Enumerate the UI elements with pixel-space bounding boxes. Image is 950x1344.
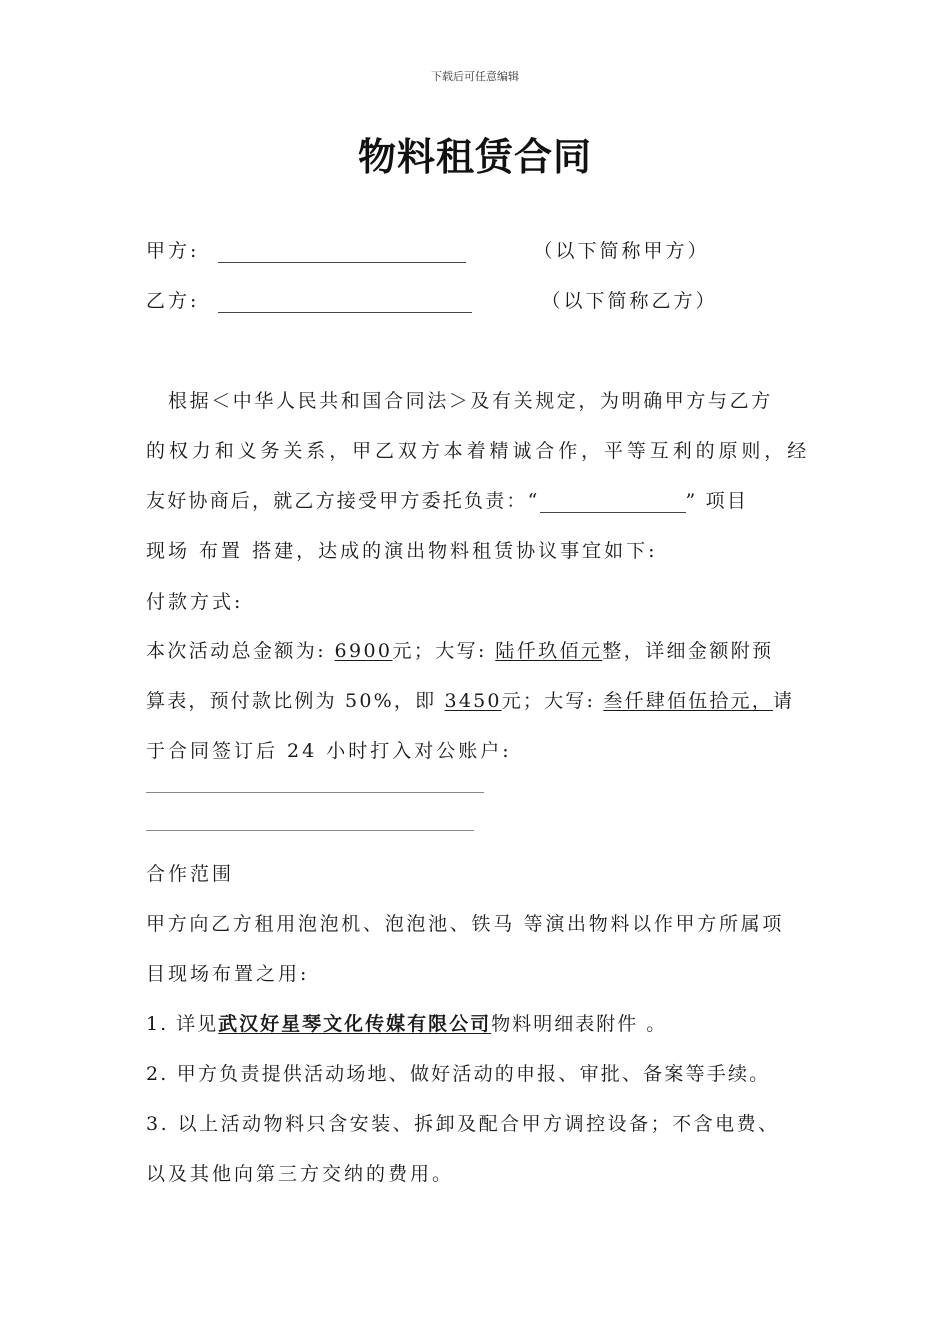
scope-line-1: 甲方向乙方租用泡泡机、泡泡池、铁马 等演出物料以作甲方所属项	[146, 913, 785, 935]
prepay-amount: 3450	[444, 690, 502, 712]
company-name: 武汉好星琴文化传媒有限公司	[218, 1013, 492, 1035]
intro-line-4: 现场 布置 搭建，达成的演出物料租赁协议事宜如下:	[146, 540, 658, 562]
party-b-note: （以下简称乙方）	[541, 290, 718, 312]
scope-item-1	[146, 1009, 667, 1036]
intro-line-3-a: 友好协商后，就乙方接受甲方委托负责：“	[146, 490, 540, 512]
total-amount: 6900	[334, 640, 393, 662]
payment-line-3: 于合同签订后 24 小时打入对公账户:	[146, 740, 512, 762]
payment-heading: 付款方式:	[146, 591, 244, 613]
scope-item-3-line-1: 3. 以上活动物料只含安装、拆卸及配合甲方调控设备；不含电费、	[146, 1113, 780, 1135]
account-blank-2	[146, 830, 474, 831]
scope-item-1-a: 1. 详见	[146, 1013, 219, 1035]
prepay-amount-words: 叁仟肆佰伍拾元，	[603, 690, 773, 712]
payment-line-2-b: 元；大写:	[501, 690, 596, 712]
payment-line-1-a: 本次活动总金额为:	[146, 640, 327, 662]
account-blank-1	[146, 792, 484, 793]
total-amount-words: 陆仟玖佰元	[495, 640, 603, 662]
payment-line-2-a: 算表，预付款比例为 50%，即	[146, 690, 437, 712]
scope-heading: 合作范围	[146, 863, 235, 885]
payment-line-2-c: 请	[772, 690, 795, 712]
party-a-label: 甲方:	[146, 240, 200, 262]
project-blank	[540, 492, 686, 513]
scope-item-3-line-2: 以及其他向第三方交纳的费用。	[146, 1163, 455, 1185]
scope-line-2: 目现场布置之用:	[146, 963, 310, 985]
party-a-note: （以下简称甲方）	[533, 240, 710, 262]
payment-line-1-c: 整，详细金额附预	[602, 640, 774, 662]
party-a-line	[146, 236, 710, 263]
intro-line-3-b: ” 项目	[685, 490, 749, 512]
scope-item-2: 2. 甲方负责提供活动场地、做好活动的申报、审批、备案等手续。	[146, 1063, 771, 1085]
intro-line-3	[146, 486, 748, 513]
intro-line-2: 的权力和义务关系，甲乙双方本着精诚合作，平等互利的原则，经	[146, 440, 811, 462]
party-b-line	[146, 286, 718, 313]
scope-item-1-b: 物料明细表附件 。	[491, 1013, 668, 1035]
party-b-blank	[218, 292, 472, 313]
payment-line-2	[146, 686, 794, 713]
intro-line-1: 根据＜中华人民共和国合同法＞及有关规定，为明确甲方与乙方	[168, 390, 773, 412]
page-title: 物料租赁合同	[357, 135, 592, 179]
party-a-blank	[218, 242, 466, 263]
header-note: 下载后可任意编辑	[431, 70, 519, 83]
payment-line-1-b: 元；大写:	[392, 640, 487, 662]
payment-line-1	[146, 636, 774, 663]
party-b-label: 乙方:	[146, 290, 200, 312]
